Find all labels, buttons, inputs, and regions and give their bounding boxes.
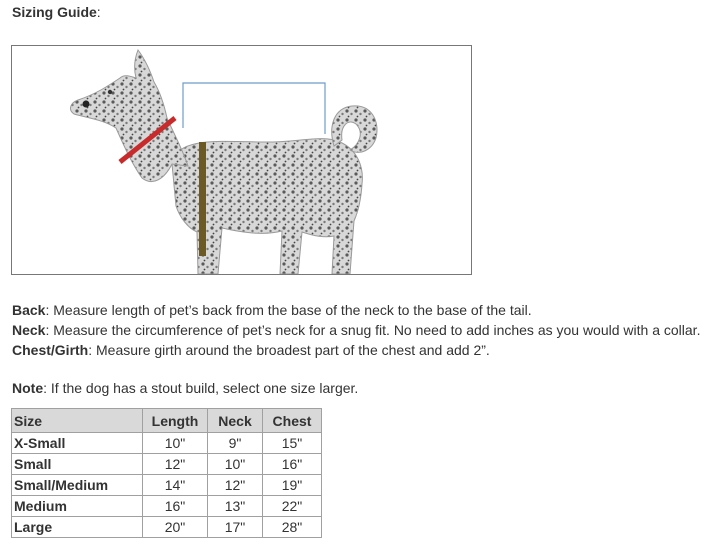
neck-cell: 9" (208, 433, 263, 454)
length-cell: 16" (143, 496, 208, 517)
neck-cell: 13" (208, 496, 263, 517)
definition-term: Back (12, 302, 46, 318)
page-title (12, 4, 101, 20)
definition-term: Chest/Girth (12, 342, 89, 358)
dog-illustration (12, 46, 471, 274)
table-row (12, 475, 322, 496)
chest-measure-line (199, 142, 206, 256)
column-header-neck: Neck (208, 409, 263, 433)
chest-cell: 16" (263, 454, 322, 475)
table-header-row (12, 409, 322, 433)
chest-cell: 22" (263, 496, 322, 517)
definition-text: : Measure length of pet’s back from the base of the neck to the base of the tail. (45, 302, 532, 318)
size-cell: Medium (12, 496, 143, 517)
length-cell: 20" (143, 517, 208, 538)
chest-cell: 15" (263, 433, 322, 454)
definition-back (12, 300, 700, 320)
note-term: Note (12, 380, 44, 396)
dog-measurement-diagram (11, 45, 472, 275)
size-cell: Small (12, 454, 143, 475)
size-cell: X-Small (12, 433, 143, 454)
table-row (12, 496, 322, 517)
neck-cell: 10" (208, 454, 263, 475)
definition-chest (12, 340, 700, 360)
title-colon: : (96, 4, 101, 20)
neck-cell: 12" (208, 475, 263, 496)
size-table (11, 408, 322, 538)
chest-cell: 19" (263, 475, 322, 496)
size-cell: Large (12, 517, 143, 538)
note-text: : If the dog has a stout build, select one size larger. (43, 380, 359, 396)
length-cell: 14" (143, 475, 208, 496)
column-header-size: Size (12, 409, 143, 433)
neck-cell: 17" (208, 517, 263, 538)
chest-cell: 28" (263, 517, 322, 538)
column-header-length: Length (143, 409, 208, 433)
column-header-chest: Chest (263, 409, 322, 433)
definition-text: : Measure the circumference of pet’s neck for a snug fit. No need to add inches as you would with a collar. (45, 322, 701, 338)
table-row (12, 433, 322, 454)
table-row (12, 454, 322, 475)
size-cell: Small/Medium (12, 475, 143, 496)
definition-neck (12, 320, 700, 340)
definition-text: : Measure girth around the broadest part of the chest and add 2”. (88, 342, 490, 358)
back-measure-line (183, 83, 325, 134)
note (12, 380, 358, 396)
measurement-definitions (12, 300, 700, 360)
length-cell: 12" (143, 454, 208, 475)
definition-term: Neck (12, 322, 46, 338)
title-label: Sizing Guide (12, 4, 97, 20)
length-cell: 10" (143, 433, 208, 454)
table-row (12, 517, 322, 538)
